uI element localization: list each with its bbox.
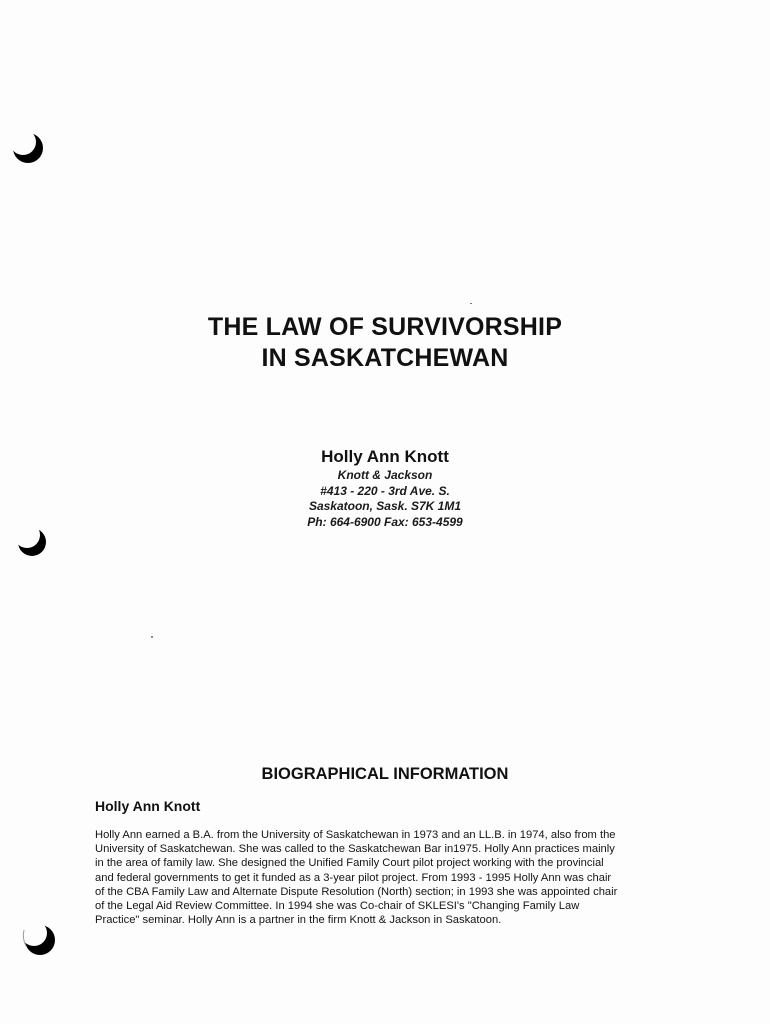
bio-line: of the Legal Aid Review Committee. In 1994 she was Co-chair of SKLESI's "Changing Family Law: [95, 900, 580, 913]
scan-speck: [470, 303, 472, 304]
title-line-2: IN SASKATCHEWAN: [261, 344, 509, 372]
author-name: Holly Ann Knott: [321, 447, 449, 466]
author-address-line-2: Saskatoon, Sask. S7K 1M1: [308, 499, 462, 513]
author-block: [235, 446, 535, 530]
bio-line: University of Saskatchewan. She was called to the Saskatchewan Bar in1975. Holly Ann practices mainly: [95, 843, 615, 856]
bio-line: in the area of family law. She designed the Unified Family Court pilot project working with the provincial: [95, 857, 604, 870]
title-line-1: THE LAW OF SURVIVORSHIP: [207, 313, 563, 341]
bio-paragraph: [95, 828, 685, 927]
bio-line: and federal governments to get it funded as a 3-year pilot project. From 1993 - 1995 Holly Ann was chair: [95, 871, 612, 884]
punch-hole-top: [6, 128, 46, 168]
punch-hole-bottom: [18, 918, 58, 958]
author-firm: Knott & Jackson: [337, 468, 433, 482]
author-address-line-1: #413 - 220 - 3rd Ave. S.: [320, 483, 450, 498]
bio-line: Practice" seminar. Holly Ann is a partner in the firm Knott & Jackson in Saskatoon.: [95, 914, 502, 927]
document-title: [150, 312, 620, 374]
bio-heading: BIOGRAPHICAL INFORMATION: [261, 765, 509, 783]
bio-line: of the CBA Family Law and Alternate Dispute Resolution (North) section; in 1993 she was appointed chair: [95, 885, 618, 898]
punch-hole-middle: [8, 520, 48, 560]
bio-line: Holly Ann earned a B.A. from the University of Saskatchewan in 1973 and an LL.B. in 1974, also from the: [95, 829, 616, 841]
scan-speck: [151, 636, 153, 638]
bio-name: Holly Ann Knott: [95, 798, 201, 814]
author-phone-fax: Ph: 664-6900 Fax: 653-4599: [307, 514, 463, 529]
